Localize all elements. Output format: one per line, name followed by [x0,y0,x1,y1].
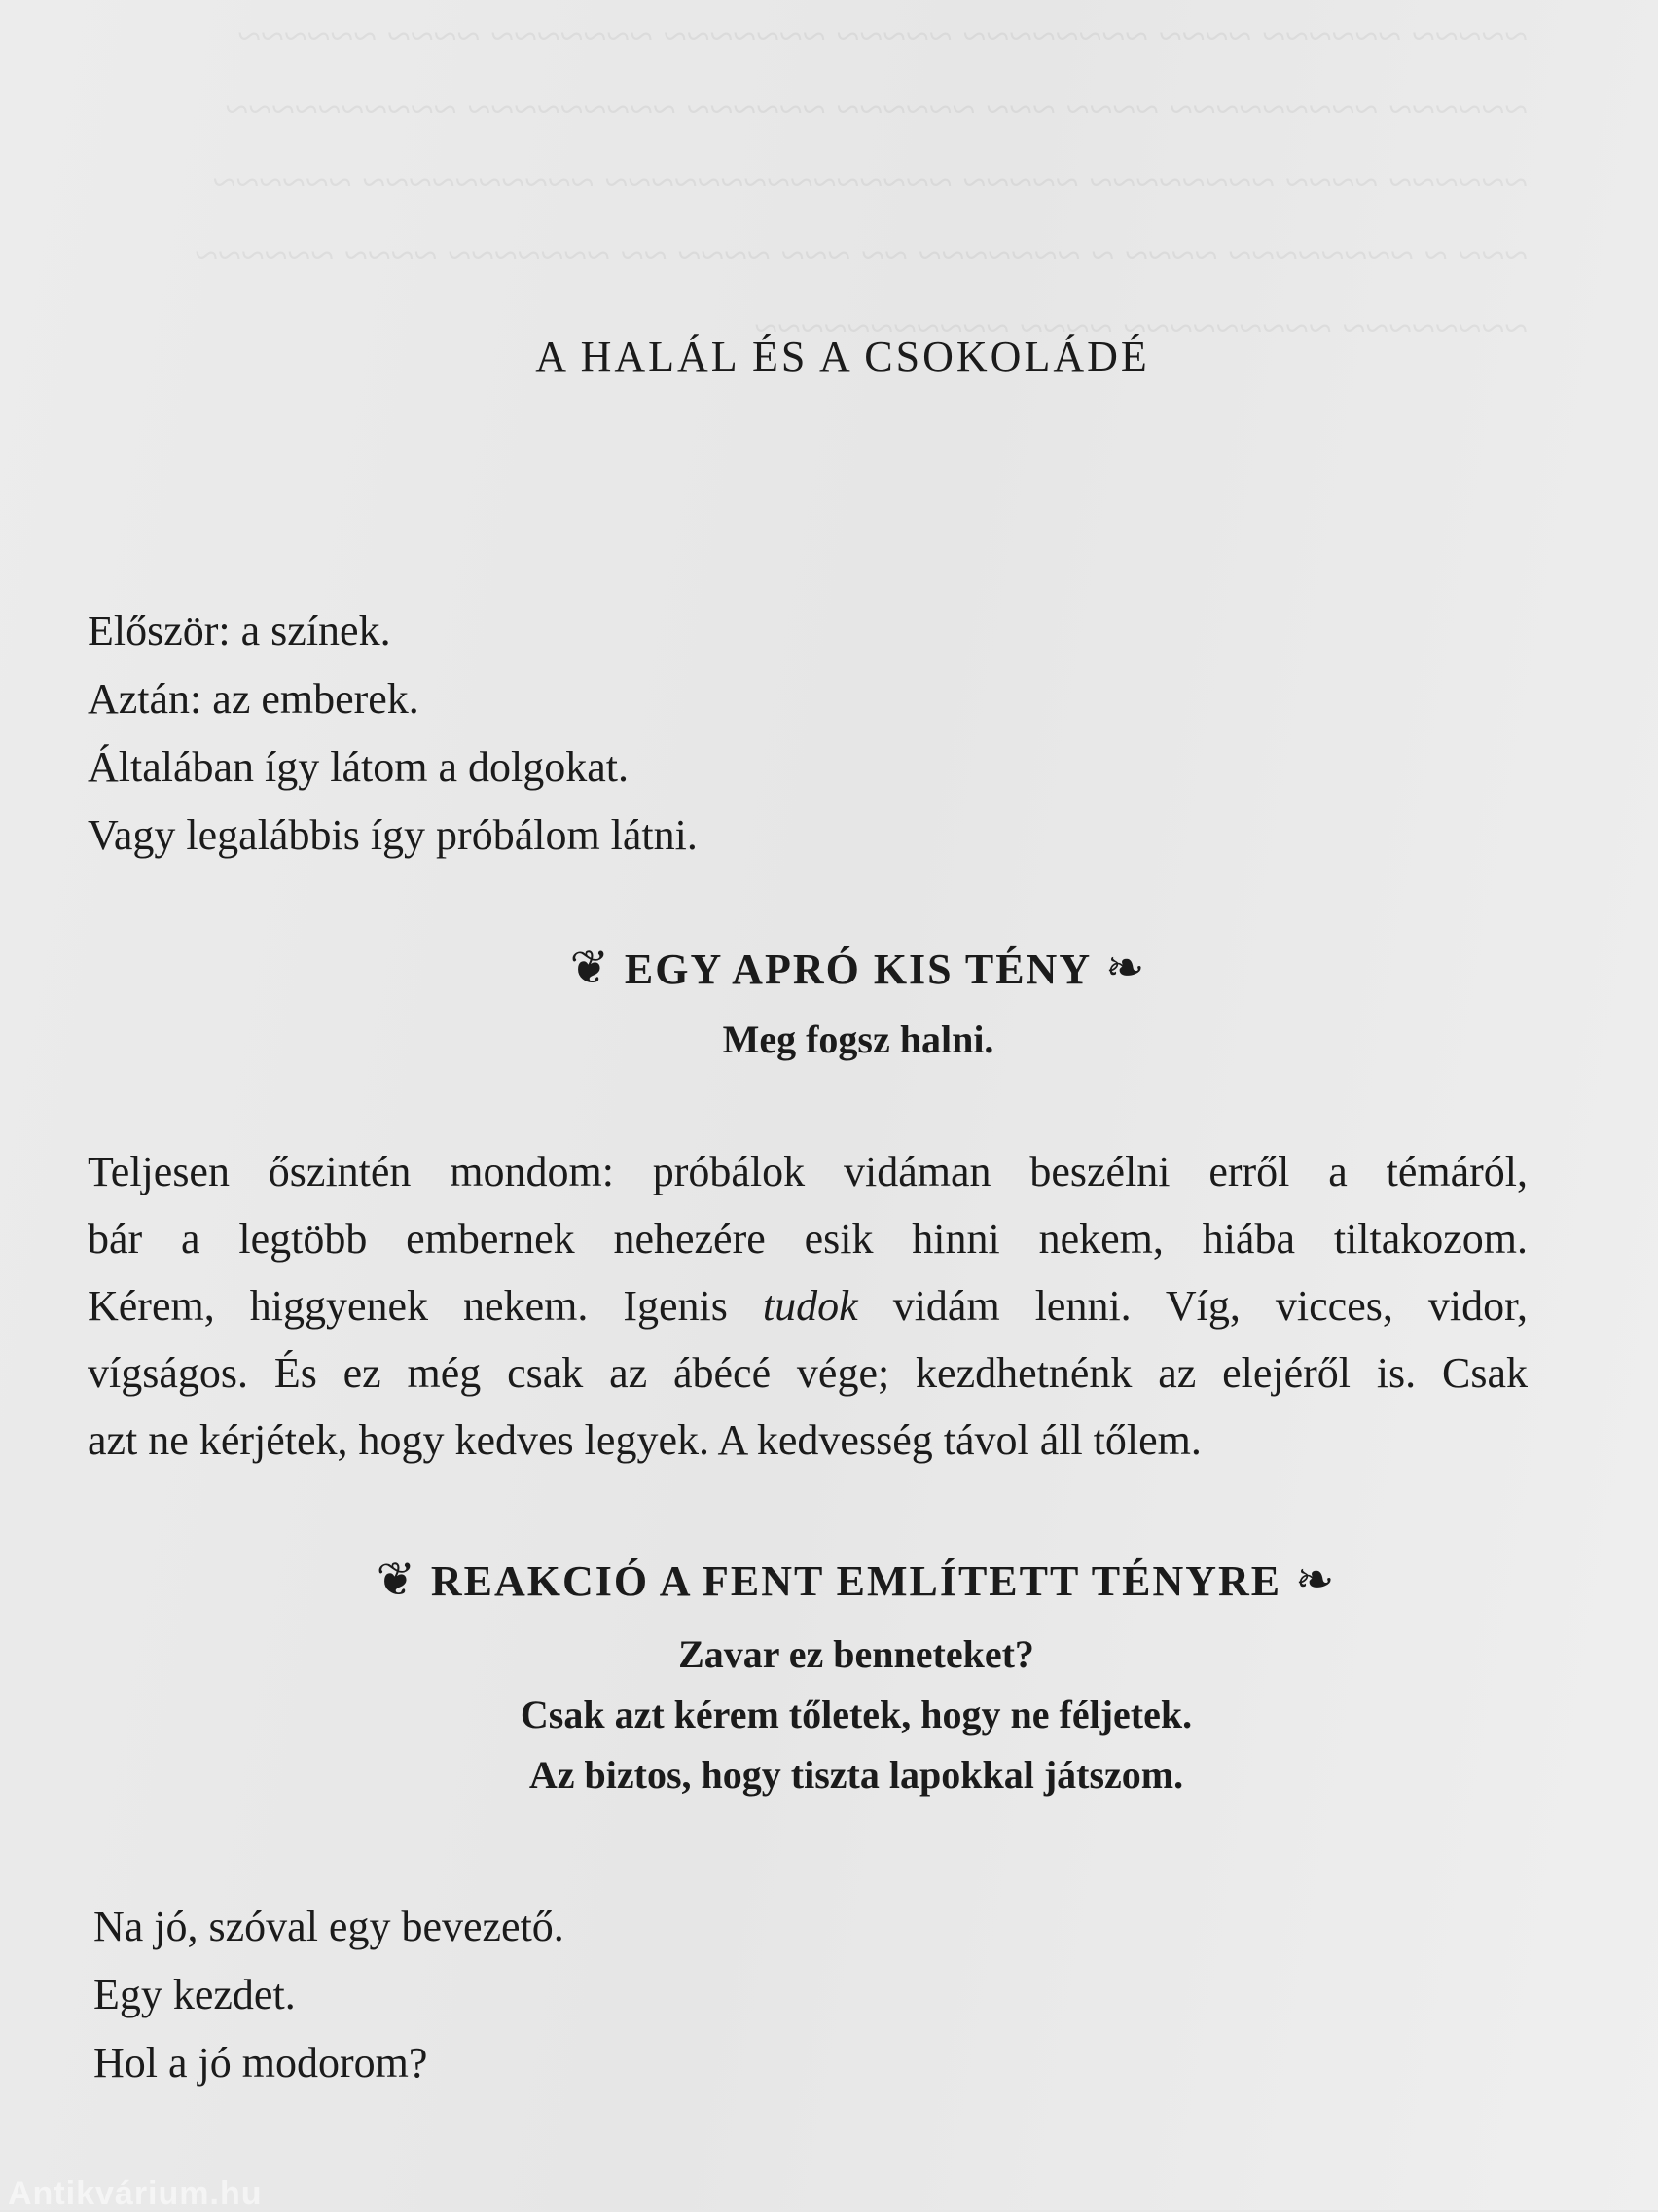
reaction-box-heading-text: REAKCIÓ A FENT EMLÍTETT TÉNYRE [430,1557,1282,1605]
intro-line: Általában így látom a dolgokat. [88,743,629,791]
paragraph-line: azt ne kérjétek, hogy kedves legyek. A kedvesség távol áll tőlem. [88,1416,1202,1464]
closing-line: Hol a jó modorom? [93,2039,428,2087]
intro-line: Vagy legalábbis így próbálom látni. [88,811,698,859]
intro-line: Először: a színek. [88,607,391,655]
left-flourish-icon: ❦ [569,943,611,994]
closing-line: Na jó, szóval egy bevezető. [93,1903,564,1950]
paragraph-line: bár a legtöbb embernek nehezére esik hinni nekem, hiába tiltakozom. [88,1215,1528,1263]
closing-line: Egy kezdet. [93,1971,296,2018]
fact-box-heading [0,940,1658,999]
fact-box-body [0,1010,1658,1070]
paragraph-line: Teljesen őszintén mondom: próbálok vidáman beszélni erről a témáról, [88,1148,1528,1195]
reaction-box-heading [0,1552,1658,1611]
emphasized-word: tudok [762,1282,858,1330]
reaction-box-line: Zavar ez benneteket? [678,1632,1034,1676]
paragraph-line [88,1272,1528,1339]
paragraph-text: Kérem, higgyenek nekem. Igenis [88,1282,763,1330]
watermark: Antikvárium.hu [8,2175,263,2212]
intro-line: Aztán: az emberek. [88,675,419,723]
reverse-side-bleed-through: ~~~~~ ~~~~~~ ~~~~ ~~~~~~~~ ~~~~~ ~~~~~~~ ~~~~~~~ ~~~~ ~~~~~~ ~~~~~~ ~~~~~~~~~ ~~~~ ~~~ ~~~~~~ ~~~~~~ ~~~~~~~~~ ~~~~~~~~~~ ~~~~~~ ~~~~ ~~~~~~~~ ~~~~~ ~~~~~~~~~~~~~~~ ~~~~~~~~~~ ~~~~~~ ~~~ ~ ~~~~~~~~ ~~~~ ~ ~~~~~~~ ~~ ~~~ ~~~~ ~~ ~~~~~~~ ~~~~ ~~~~~~ ~~~~~~~~ ~~~~~~~~~ ~~~~ ~~~~~~~~~~~ [195,13,1528,352]
paragraph-text: vidám lenni. Víg, vicces, vidor, [857,1282,1528,1330]
reaction-box-body [0,1624,1658,1805]
reaction-box-line: Csak azt kérem tőletek, hogy ne féljetek. [520,1693,1193,1736]
fact-box-line: Meg fogsz halni. [722,1017,994,1061]
chapter-title: A HALÁL ÉS A CSOKOLÁDÉ [535,333,1150,380]
paragraph-line: vígságos. És ez még csak az ábécé vége; kezdhetnénk az elejéről is. Csak [88,1349,1528,1397]
intro-lines [88,597,698,870]
fact-box-heading-text: EGY APRÓ KIS TÉNY [624,945,1093,993]
reaction-box-line: Az biztos, hogy tiszta lapokkal játszom. [528,1753,1184,1797]
right-flourish-icon: ❧ [1295,1554,1337,1606]
right-flourish-icon: ❧ [1105,943,1147,994]
left-flourish-icon: ❦ [376,1554,417,1606]
body-paragraph [88,1138,1528,1474]
closing-lines [93,1893,564,2097]
